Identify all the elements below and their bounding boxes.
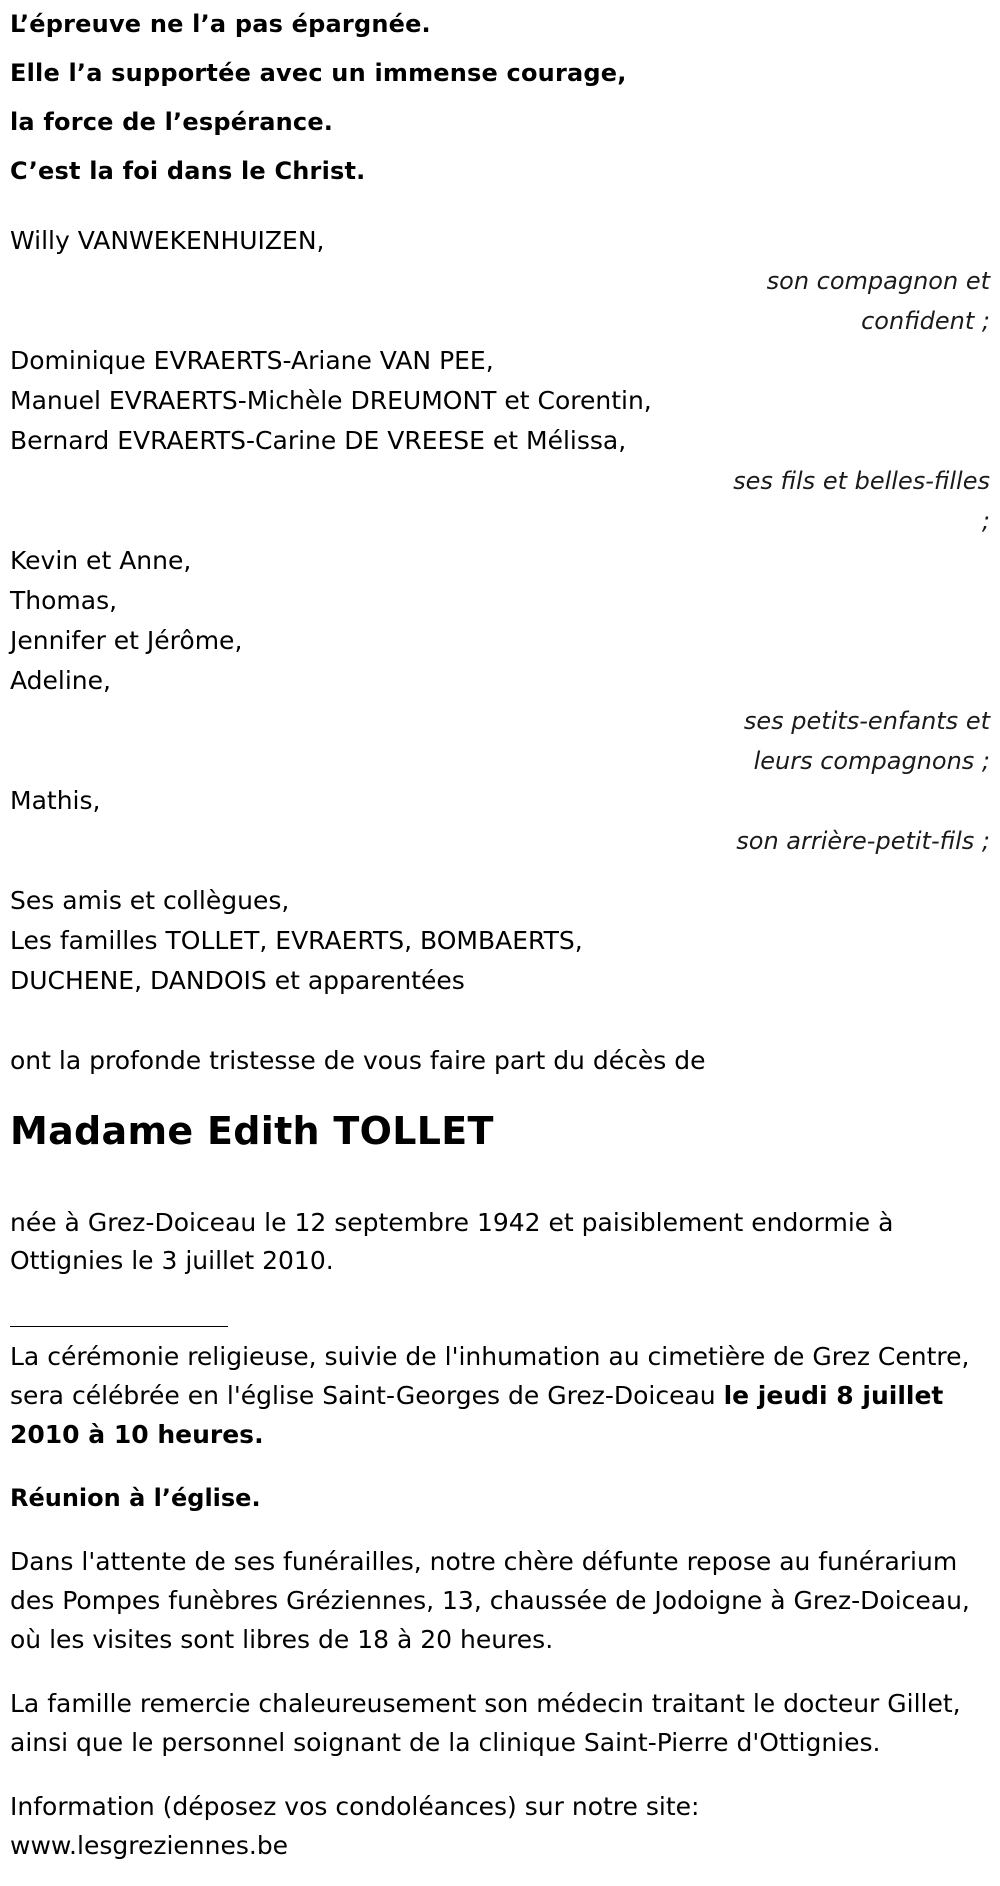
website-link[interactable]: www.lesgreziennes.be (10, 1831, 289, 1860)
birth-death-text: née à Grez-Doiceau le 12 septembre 1942 et paisiblement endormie à Ottignies le 3 juillet 2010. (10, 1208, 894, 1275)
family-group-others (10, 881, 990, 1001)
family-name: Manuel EVRAERTS-Michèle DREUMONT et Corentin, (10, 386, 652, 415)
family-role: son compagnon et confident ; (766, 267, 990, 335)
family-name: Ses amis et collègues, (10, 886, 290, 915)
family-name: Mathis, (10, 786, 101, 815)
ceremony-description: La cérémonie religieuse, suivie de l'inhumation au cimetière de Grez Centre, sera célébrée en l'église Saint-Georges de Grez-Doiceau (10, 1342, 970, 1410)
family-group-children (10, 341, 990, 541)
family-name: DUCHENE, DANDOIS et apparentées (10, 966, 465, 995)
intro-line: la force de l’espérance. (10, 108, 334, 136)
intro-line: L’épreuve ne l’a pas épargnée. (10, 10, 431, 38)
obituary-page (10, 0, 990, 1886)
family-group-great-grandchild (10, 781, 990, 861)
family-role: ses petits-enfants et leurs compagnons ; (743, 707, 990, 775)
intro-line: Elle l’a supportée avec un immense courage, (10, 59, 627, 87)
deceased-name: Madame Edith TOLLET (10, 1109, 494, 1153)
family-name: Adeline, (10, 666, 111, 695)
family-name: Willy VANWEKENHUIZEN, (10, 226, 325, 255)
website-block (10, 1787, 990, 1865)
family-name: Dominique EVRAERTS-Ariane VAN PEE, (10, 346, 494, 375)
funeral-home-text: Dans l'attente de ses funérailles, notre chère défunte repose au funérarium des Pompes funèbres Gréziennes, 13, chaussée de Jodoigne à Grez-Doiceau, où les visites sont libres de 18 à 20 heures. (10, 1547, 970, 1654)
family-role: ses fils et belles-filles ; (733, 467, 990, 535)
intro-verse (10, 0, 990, 196)
thanks-text: La famille remercie chaleureusement son médecin traitant le docteur Gillet, ainsi que le personnel soignant de la clinique Saint-Pierre d'Ottignies. (10, 1689, 961, 1757)
family-group-partner (10, 221, 990, 341)
family-name: Kevin et Anne, (10, 546, 192, 575)
family-name: Bernard EVRAERTS-Carine DE VREESE et Mélissa, (10, 426, 627, 455)
family-role: son arrière-petit-fils ; (736, 827, 990, 855)
family-name: Jennifer et Jérôme, (10, 626, 243, 655)
family-name: Thomas, (10, 586, 118, 615)
meeting-text: Réunion à l’église. (10, 1484, 261, 1512)
ceremony-text (10, 1337, 990, 1454)
divider (10, 1326, 228, 1327)
family-name: Les familles TOLLET, EVRAERTS, BOMBAERTS, (10, 926, 583, 955)
ceremony-date: le jeudi 8 juillet 2010 à 10 heures. (10, 1381, 944, 1449)
announcement-text: ont la profonde tristesse de vous faire part du décès de (10, 1046, 706, 1075)
website-info: Information (déposez vos condoléances) sur notre site: (10, 1792, 700, 1821)
intro-line: C’est la foi dans le Christ. (10, 157, 366, 185)
family-group-grandchildren (10, 541, 990, 781)
